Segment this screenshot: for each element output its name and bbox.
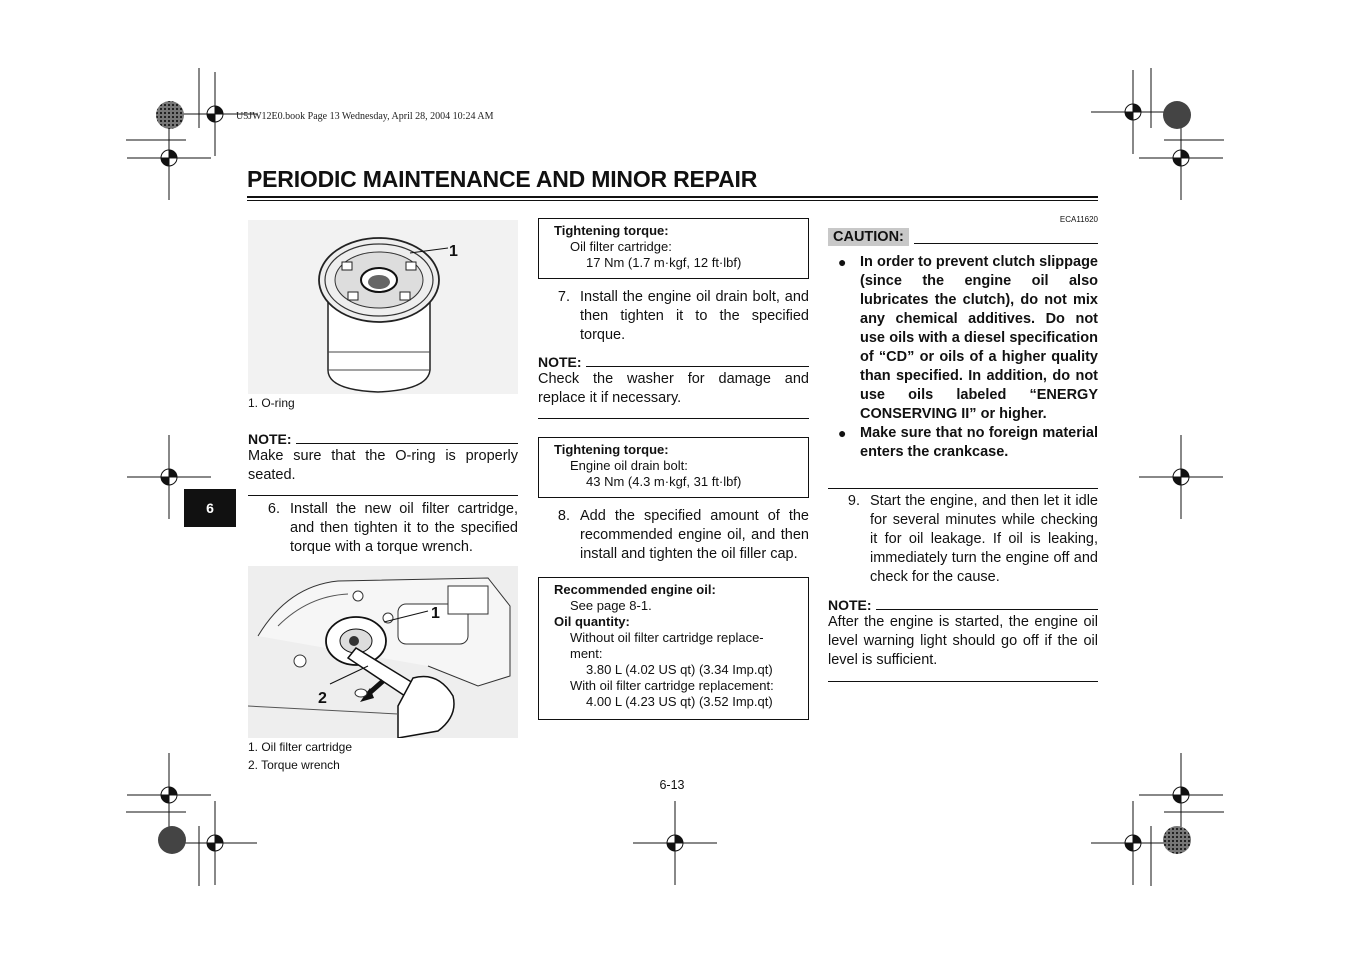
note-text: Make sure that the O-ring is properly seated.: [248, 448, 518, 483]
step-8: [538, 507, 809, 564]
step-6: [248, 500, 518, 557]
caution-bullet: ● Make sure that no foreign material enters the crankcase.: [828, 424, 1098, 462]
oil-spec-title: Recommended engine oil:: [554, 582, 716, 597]
file-header-info: U5JW12E0.book Page 13 Wednesday, April 28, 2004 10:24 AM: [236, 111, 494, 122]
torque-spec-box-drain-bolt: [538, 437, 809, 498]
step-text: Install the new oil filter cartridge, and then tighten it to the specified torque with a torque wrench.: [290, 501, 518, 555]
note-text: Check the washer for damage and replace it if necessary.: [538, 371, 809, 406]
oil-qty-with-value: 4.00 L (4.23 US qt) (3.52 Imp.qt): [586, 694, 773, 709]
step-7: [538, 288, 809, 345]
spec-item: Engine oil drain bolt:: [570, 458, 688, 473]
step-text: Add the specified amount of the recommended engine oil, and then install and tighten the oil filler cap.: [580, 508, 809, 562]
step-number: 9.: [847, 493, 860, 509]
oil-qty-without-value: 3.80 L (4.02 US qt) (3.34 Imp.qt): [586, 662, 773, 677]
caution-list: [828, 253, 1098, 462]
note-o-ring: [248, 431, 518, 485]
step-text: Start the engine, and then let it idle for several minutes while checking it for oil leakage. If oil is leaking, immediately turn the engine off and check for the cause.: [870, 493, 1098, 585]
figure2-caption-1: 1. Oil filter cartridge: [248, 740, 353, 754]
torque-wrench-illustration: [248, 566, 518, 738]
step-number: 6.: [267, 501, 280, 517]
step-text: Install the engine oil drain bolt, and then tighten it to the specified torque.: [580, 289, 809, 343]
step-9: [828, 492, 1098, 587]
page-number: 6-13: [659, 778, 685, 792]
bullet-icon: ●: [838, 425, 847, 441]
note-end-rule: [828, 681, 1098, 682]
cartridge-callout: 1: [431, 605, 440, 622]
caution-bullet: ● In order to prevent clutch slippage (since the engine oil also lubricates the clutch), do not mix any chemical additives. Do not use oils with a diesel specification of “CD” or oils of a higher quality than specified. In addition, do not use oils labeled “ENERGY CONSERVING II” or higher.: [828, 253, 1098, 424]
bullet-icon: ●: [838, 254, 847, 270]
oil-qty-without-label-cont: ment:: [570, 646, 603, 661]
oil-spec-reference: See page 8-1.: [570, 598, 652, 613]
chapter-tab: 6: [184, 489, 236, 527]
wrench-callout: 2: [318, 690, 327, 707]
step-number: 8.: [557, 508, 570, 524]
caution-code: ECA11620: [1059, 215, 1098, 224]
oil-filter-illustration: [248, 220, 518, 394]
caution-label: CAUTION:: [828, 228, 909, 246]
spec-value: 17 Nm (1.7 m·kgf, 12 ft·lbf): [586, 255, 742, 270]
spec-value: 43 Nm (4.3 m·kgf, 31 ft·lbf): [586, 474, 742, 489]
oring-callout: 1: [449, 243, 458, 260]
figure1-caption: 1. O-ring: [248, 396, 295, 410]
title-rule: [247, 196, 1098, 198]
note-text: After the engine is started, the engine oil level warning light should go off if the oil level is sufficient.: [828, 614, 1098, 668]
note-end-rule: [248, 495, 518, 496]
note-washer: [538, 354, 809, 408]
oil-quantity-title: Oil quantity:: [554, 614, 630, 629]
oil-spec-box: [538, 577, 809, 720]
note-warning-light: [828, 597, 1098, 670]
title-rule-thin: [247, 200, 1098, 201]
page-title: PERIODIC MAINTENANCE AND MINOR REPAIR: [247, 166, 758, 192]
oil-qty-with-label: With oil filter cartridge replacement:: [570, 678, 774, 693]
caution-end-rule: [828, 488, 1098, 489]
caution-header: [828, 228, 1098, 246]
spec-title: Tightening torque:: [554, 223, 669, 238]
spec-item: Oil filter cartridge:: [570, 239, 672, 254]
note-label: NOTE:: [538, 354, 582, 370]
oil-qty-without-label: Without oil filter cartridge replace-: [570, 630, 764, 645]
spec-title: Tightening torque:: [554, 442, 669, 457]
note-label: NOTE:: [248, 431, 292, 447]
torque-spec-box-filter: [538, 218, 809, 279]
figure2-caption-2: 2. Torque wrench: [248, 758, 340, 772]
note-end-rule: [538, 418, 809, 419]
step-number: 7.: [557, 289, 570, 305]
note-label: NOTE:: [828, 597, 872, 613]
